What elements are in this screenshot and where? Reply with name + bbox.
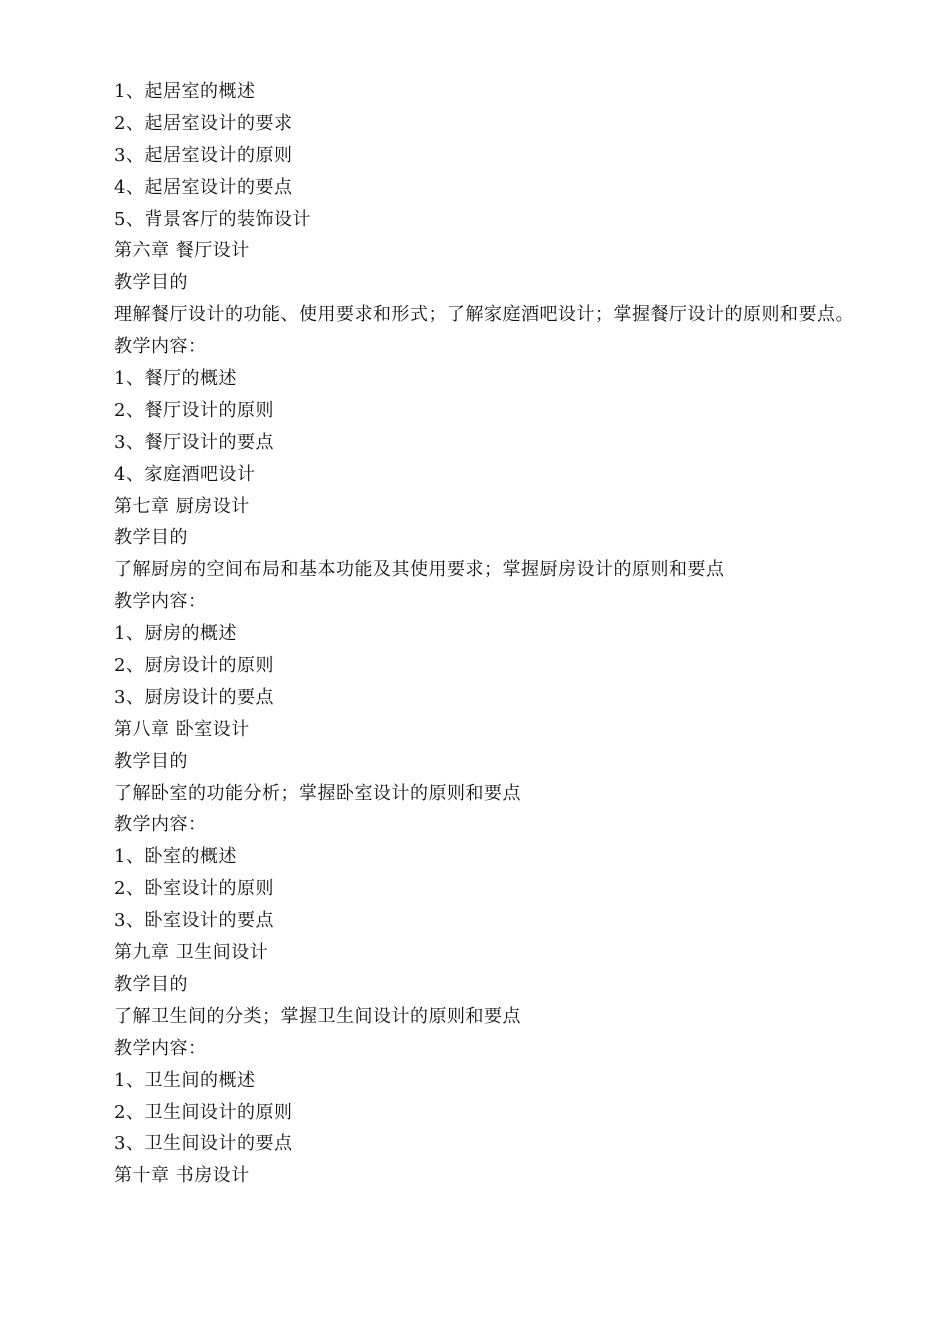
paragraph: 了解卫生间的分类；掌握卫生间设计的原则和要点 bbox=[114, 1005, 521, 1027]
list-item: 1、厨房的概述 bbox=[114, 623, 237, 645]
section-label: 教学目的 bbox=[114, 973, 188, 995]
list-item: 2、卧室设计的原则 bbox=[114, 878, 274, 900]
list-item: 1、起居室的概述 bbox=[114, 81, 256, 102]
chapter-heading: 第九章 卫生间设计 bbox=[114, 942, 269, 964]
chapter-heading: 第十章 书房设计 bbox=[114, 1165, 250, 1187]
section-label: 教学内容： bbox=[114, 591, 207, 613]
list-item: 3、餐厅设计的要点 bbox=[114, 431, 274, 453]
paragraph: 了解卧室的功能分析；掌握卧室设计的原则和要点 bbox=[114, 782, 521, 804]
section-label: 教学目的 bbox=[114, 750, 188, 772]
list-item: 2、起居室设计的要求 bbox=[114, 112, 293, 134]
list-item: 4、家庭酒吧设计 bbox=[114, 463, 256, 485]
document-page bbox=[114, 76, 914, 1192]
paragraph: 了解厨房的空间布局和基本功能及其使用要求；掌握厨房设计的原则和要点 bbox=[114, 559, 725, 581]
list-item: 2、卫生间设计的原则 bbox=[114, 1101, 293, 1123]
list-item: 2、厨房设计的原则 bbox=[114, 655, 274, 677]
chapter-heading: 第八章 卧室设计 bbox=[114, 718, 250, 740]
list-item: 1、餐厅的概述 bbox=[114, 368, 237, 390]
list-item: 2、餐厅设计的原则 bbox=[114, 399, 274, 421]
list-item: 3、起居室设计的原则 bbox=[114, 144, 293, 166]
list-item: 3、卧室设计的要点 bbox=[114, 910, 274, 932]
list-item: 3、厨房设计的要点 bbox=[114, 686, 274, 708]
list-item: 3、卫生间设计的要点 bbox=[114, 1133, 293, 1155]
section-label: 教学内容： bbox=[114, 814, 207, 836]
list-item: 1、卫生间的概述 bbox=[114, 1069, 256, 1091]
list-item: 1、卧室的概述 bbox=[114, 846, 237, 868]
list-item: 5、背景客厅的装饰设计 bbox=[114, 208, 311, 230]
list-item: 4、起居室设计的要点 bbox=[114, 176, 293, 198]
section-label: 教学目的 bbox=[114, 272, 188, 294]
paragraph: 理解餐厅设计的功能、使用要求和形式；了解家庭酒吧设计；掌握餐厅设计的原则和要点。 bbox=[114, 304, 854, 326]
chapter-heading: 第六章 餐厅设计 bbox=[114, 240, 250, 262]
section-label: 教学内容： bbox=[114, 1037, 207, 1059]
chapter-heading: 第七章 厨房设计 bbox=[114, 495, 250, 517]
section-label: 教学目的 bbox=[114, 527, 188, 549]
section-label: 教学内容： bbox=[114, 336, 207, 358]
